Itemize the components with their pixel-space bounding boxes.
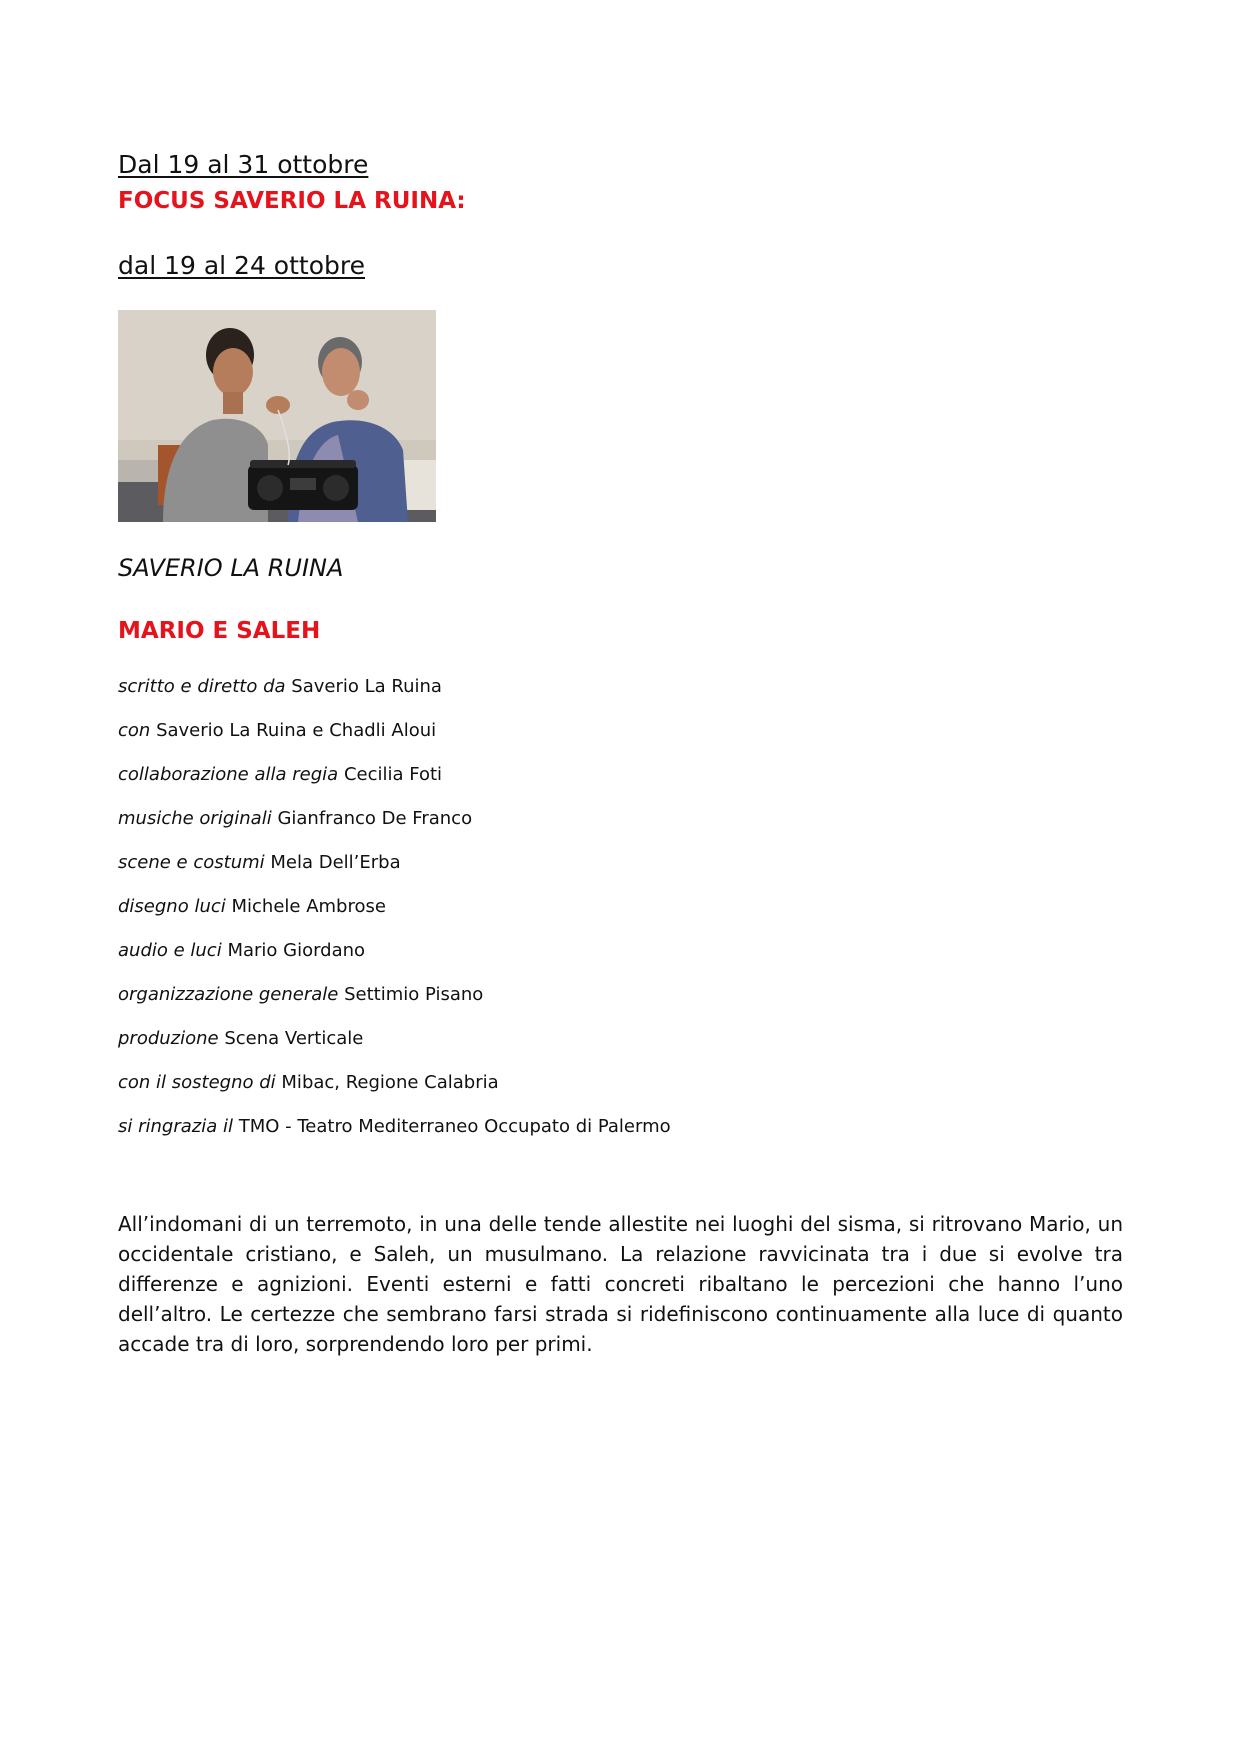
credit-role: si ringrazia il: [118, 1116, 233, 1137]
credit-role: scene e costumi: [118, 852, 265, 873]
show-description: All’indomani di un terremoto, in una delle tende allestite nei luoghi del sisma, si ritrovano Mario, un occidentale cristiano, e Saleh, un musulmano. La relazione ravvicinata tra i due si evolve tra differenze e agnizioni. Eventi esterni e fatti concreti ribaltano le percezioni che hanno l’uno dell’altro. Le certezze che sembrano farsi strada si ridefiniscono continuamente alla luce di quanto accade tra di loro, sorprendendo loro per primi.: [118, 1212, 1123, 1356]
credit-name: TMO - Teatro Mediterraneo Occupato di Palermo: [238, 1116, 671, 1137]
date-range-show: dal 19 al 24 ottobre: [118, 251, 365, 280]
credit-line: [118, 720, 671, 764]
credit-role: musiche originali: [118, 808, 272, 829]
credit-line: [118, 1028, 671, 1072]
credit-line: [118, 984, 671, 1028]
credit-name: Gianfranco De Franco: [277, 808, 473, 829]
credit-name: Mela Dell’Erba: [270, 852, 401, 873]
credit-line: [118, 896, 671, 940]
credit-name: Saverio La Ruina: [291, 676, 442, 697]
credit-name: Saverio La Ruina e Chadli Aloui: [156, 720, 437, 741]
credit-name: Mario Giordano: [227, 940, 366, 961]
credit-role: con il sostegno di: [118, 1072, 276, 1093]
credit-line: [118, 676, 671, 720]
show-photo: [118, 310, 436, 522]
credit-role: organizzazione generale: [118, 984, 339, 1005]
credit-name: Settimio Pisano: [344, 984, 484, 1005]
credit-line: [118, 808, 671, 852]
credit-name: Mibac, Regione Calabria: [281, 1072, 499, 1093]
credit-role: collaborazione alla regia: [118, 764, 339, 785]
credit-name: Scena Verticale: [224, 1028, 364, 1049]
credit-role: disegno luci: [118, 896, 226, 917]
credits-list: [118, 676, 671, 1160]
show-title: MARIO E SALEH: [118, 618, 321, 644]
show-author: SAVERIO LA RUINA: [118, 554, 344, 582]
credit-line: [118, 852, 671, 896]
credit-line: [118, 1072, 671, 1116]
credit-line: [118, 764, 671, 808]
date-range-festival: Dal 19 al 31 ottobre: [118, 150, 369, 179]
credit-name: Cecilia Foti: [343, 764, 443, 785]
credit-role: scritto e diretto da: [118, 676, 286, 697]
focus-title: FOCUS SAVERIO LA RUINA:: [118, 188, 466, 214]
credit-line: [118, 1116, 671, 1160]
credit-line: [118, 940, 671, 984]
credit-role: audio e luci: [118, 940, 222, 961]
credit-role: con: [118, 720, 151, 741]
credit-role: produzione: [118, 1028, 219, 1049]
credit-name: Michele Ambrose: [231, 896, 386, 917]
